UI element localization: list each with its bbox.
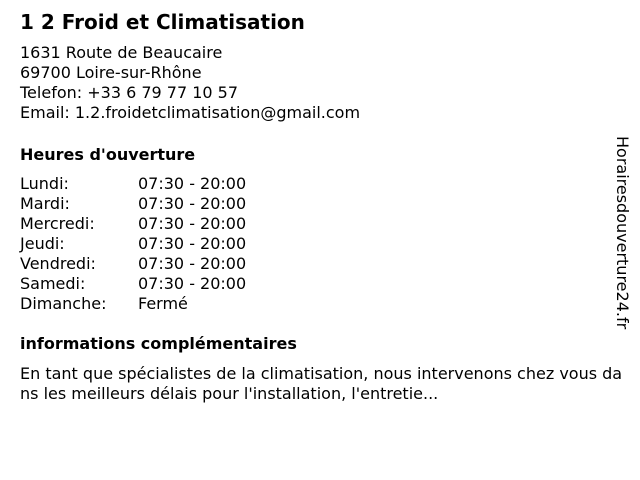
hours-row-wednesday bbox=[20, 214, 246, 234]
phone-number: Telefon: +33 6 79 77 10 57 bbox=[20, 83, 239, 102]
time-value: 07:30 - 20:00 bbox=[138, 194, 247, 213]
info-description: En tant que spécialistes de la climatisation, nous intervenons chez vous dans les meilleurs délais pour l'installation, l'entretie... bbox=[20, 364, 623, 403]
day-label: Mercredi: bbox=[20, 214, 95, 233]
day-label: Dimanche: bbox=[20, 294, 107, 313]
watermark-text: Horairesdouverture24.fr bbox=[613, 136, 632, 330]
day-label: Samedi: bbox=[20, 274, 86, 293]
time-value: Fermé bbox=[138, 294, 188, 313]
hours-row-tuesday bbox=[20, 194, 246, 214]
hours-row-friday bbox=[20, 254, 246, 274]
city-address: 69700 Loire-sur-Rhône bbox=[20, 63, 202, 82]
hours-row-saturday bbox=[20, 274, 246, 294]
time-value: 07:30 - 20:00 bbox=[138, 274, 247, 293]
time-value: 07:30 - 20:00 bbox=[138, 254, 247, 273]
time-value: 07:30 - 20:00 bbox=[138, 214, 247, 233]
hours-table bbox=[20, 174, 246, 314]
hours-row-monday bbox=[20, 174, 246, 194]
info-heading: informations complémentaires bbox=[20, 334, 297, 353]
day-label: Mardi: bbox=[20, 194, 70, 213]
hours-row-sunday bbox=[20, 294, 246, 314]
hours-heading: Heures d'ouverture bbox=[20, 145, 196, 164]
business-name: 1 2 Froid et Climatisation bbox=[20, 10, 305, 34]
hours-row-thursday bbox=[20, 234, 246, 254]
day-label: Vendredi: bbox=[20, 254, 96, 273]
time-value: 07:30 - 20:00 bbox=[138, 234, 247, 253]
time-value: 07:30 - 20:00 bbox=[138, 174, 247, 193]
day-label: Lundi: bbox=[20, 174, 69, 193]
day-label: Jeudi: bbox=[20, 234, 65, 253]
email-address: Email: 1.2.froidetclimatisation@gmail.com bbox=[20, 103, 361, 122]
contact-block bbox=[20, 43, 360, 123]
street-address: 1631 Route de Beaucaire bbox=[20, 43, 223, 62]
